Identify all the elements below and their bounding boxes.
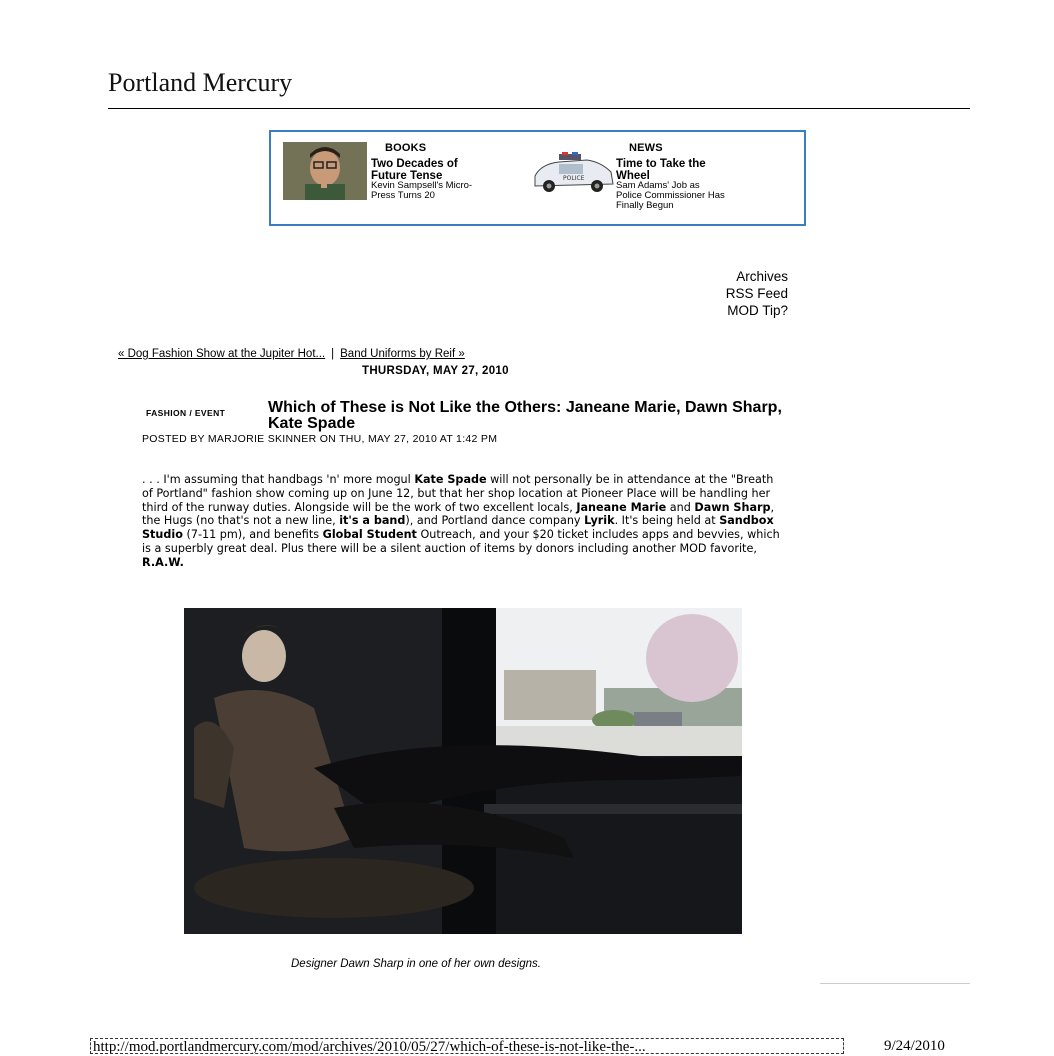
books-promo-headline-line2[interactable]: Future Tense [371,170,443,182]
post-body [142,473,782,570]
books-promo-subhead-line2: Press Turns 20 [371,190,435,201]
news-promo-headline[interactable] [616,158,706,182]
body-bold-kate-spade: Kate Spade [414,473,487,486]
divider-line [820,983,970,984]
body-bold-raw: R.A.W. [142,555,184,569]
footer-url[interactable]: http://mod.portlandmercury.com/mod/archives/2010/05/27/which-of-these-is-not-like-the-... [90,1038,844,1054]
books-promo-headline[interactable] [371,158,458,182]
post-photo [184,608,742,934]
news-promo-subhead-line1: Sam Adams' Job as [616,180,700,191]
photo-caption: Designer Dawn Sharp in one of her own designs. [291,958,541,970]
post-navigation [118,348,465,360]
news-promo-category[interactable]: NEWS [629,142,663,154]
body-text: . . . I'm assuming that handbags 'n' more mogul [142,473,415,486]
news-promo-subhead [616,181,725,211]
news-promo-headline-line2[interactable]: Wheel [616,170,650,182]
body-text: . It's being held at [614,514,720,528]
post-category[interactable]: FASHION / EVENT [146,408,226,418]
footer-date: 9/24/2010 [884,1038,945,1054]
books-promo-category[interactable]: BOOKS [385,142,427,154]
post-date: THURSDAY, MAY 27, 2010 [362,365,509,377]
books-promo-image[interactable] [283,142,367,200]
body-text: and [666,500,695,514]
body-text: (7-11 pm), and benefits [182,528,323,542]
next-post-link[interactable]: Band Uniforms by Reif » [340,348,465,360]
body-text: will not personally be in attendance at the "Breath of Portland" fashion show coming up on June 12, but that her shop location at Pioneer Place will be handling her third of the runway duties. Alongside will be the work of two excellent locals, [142,473,774,514]
news-promo-headline-line1[interactable]: Time to Take the [616,158,706,170]
body-text: ), and Portland dance company [405,514,585,528]
news-promo-image[interactable] [529,142,617,200]
post-title[interactable]: Which of These is Not Like the Others: Janeane Marie, Dawn Sharp, Kate Spade [268,399,782,432]
side-links [680,268,788,319]
masthead-title: Portland Mercury [108,68,293,97]
body-bold-global-student: Global Student [322,528,417,542]
body-bold-janeane-marie: Janeane Marie [576,500,667,514]
news-promo-subhead-line3: Finally Begun [616,200,674,211]
books-promo-subhead [371,181,472,201]
books-promo-headline-line1[interactable]: Two Decades of [371,158,458,170]
body-bold-lyrik: Lyrik [584,514,615,528]
body-bold-its-a-band: it's a band [339,514,406,528]
body-text: , the Hugs (no that's not a new line, [142,500,775,528]
news-promo-subhead-line2: Police Commissioner Has [616,190,725,201]
body-bold-dawn-sharp: Dawn Sharp [694,500,771,514]
body-bold-sandbox-studio: Sandbox Studio [142,514,774,542]
mod-tip-link[interactable]: MOD Tip? [727,303,788,318]
archives-link[interactable]: Archives [736,269,788,284]
promo-box [269,130,806,226]
previous-post-link[interactable]: « Dog Fashion Show at the Jupiter Hot... [118,348,326,360]
body-text: Outreach, and your $20 ticket includes apps and bevvies, which is a superbly great deal. Plus there will be a silent auction of items by donors including another MOD favorite, [142,528,780,555]
svg-text:POLICE: POLICE [563,175,585,182]
masthead-rule [108,108,970,109]
rss-feed-link[interactable]: RSS Feed [725,286,788,301]
books-promo-subhead-line1: Kevin Sampsell's Micro- [371,180,473,191]
post-byline: POSTED BY MARJORIE SKINNER ON THU, MAY 27, 2010 AT 1:42 PM [142,433,498,445]
nav-separator: | [331,348,335,360]
